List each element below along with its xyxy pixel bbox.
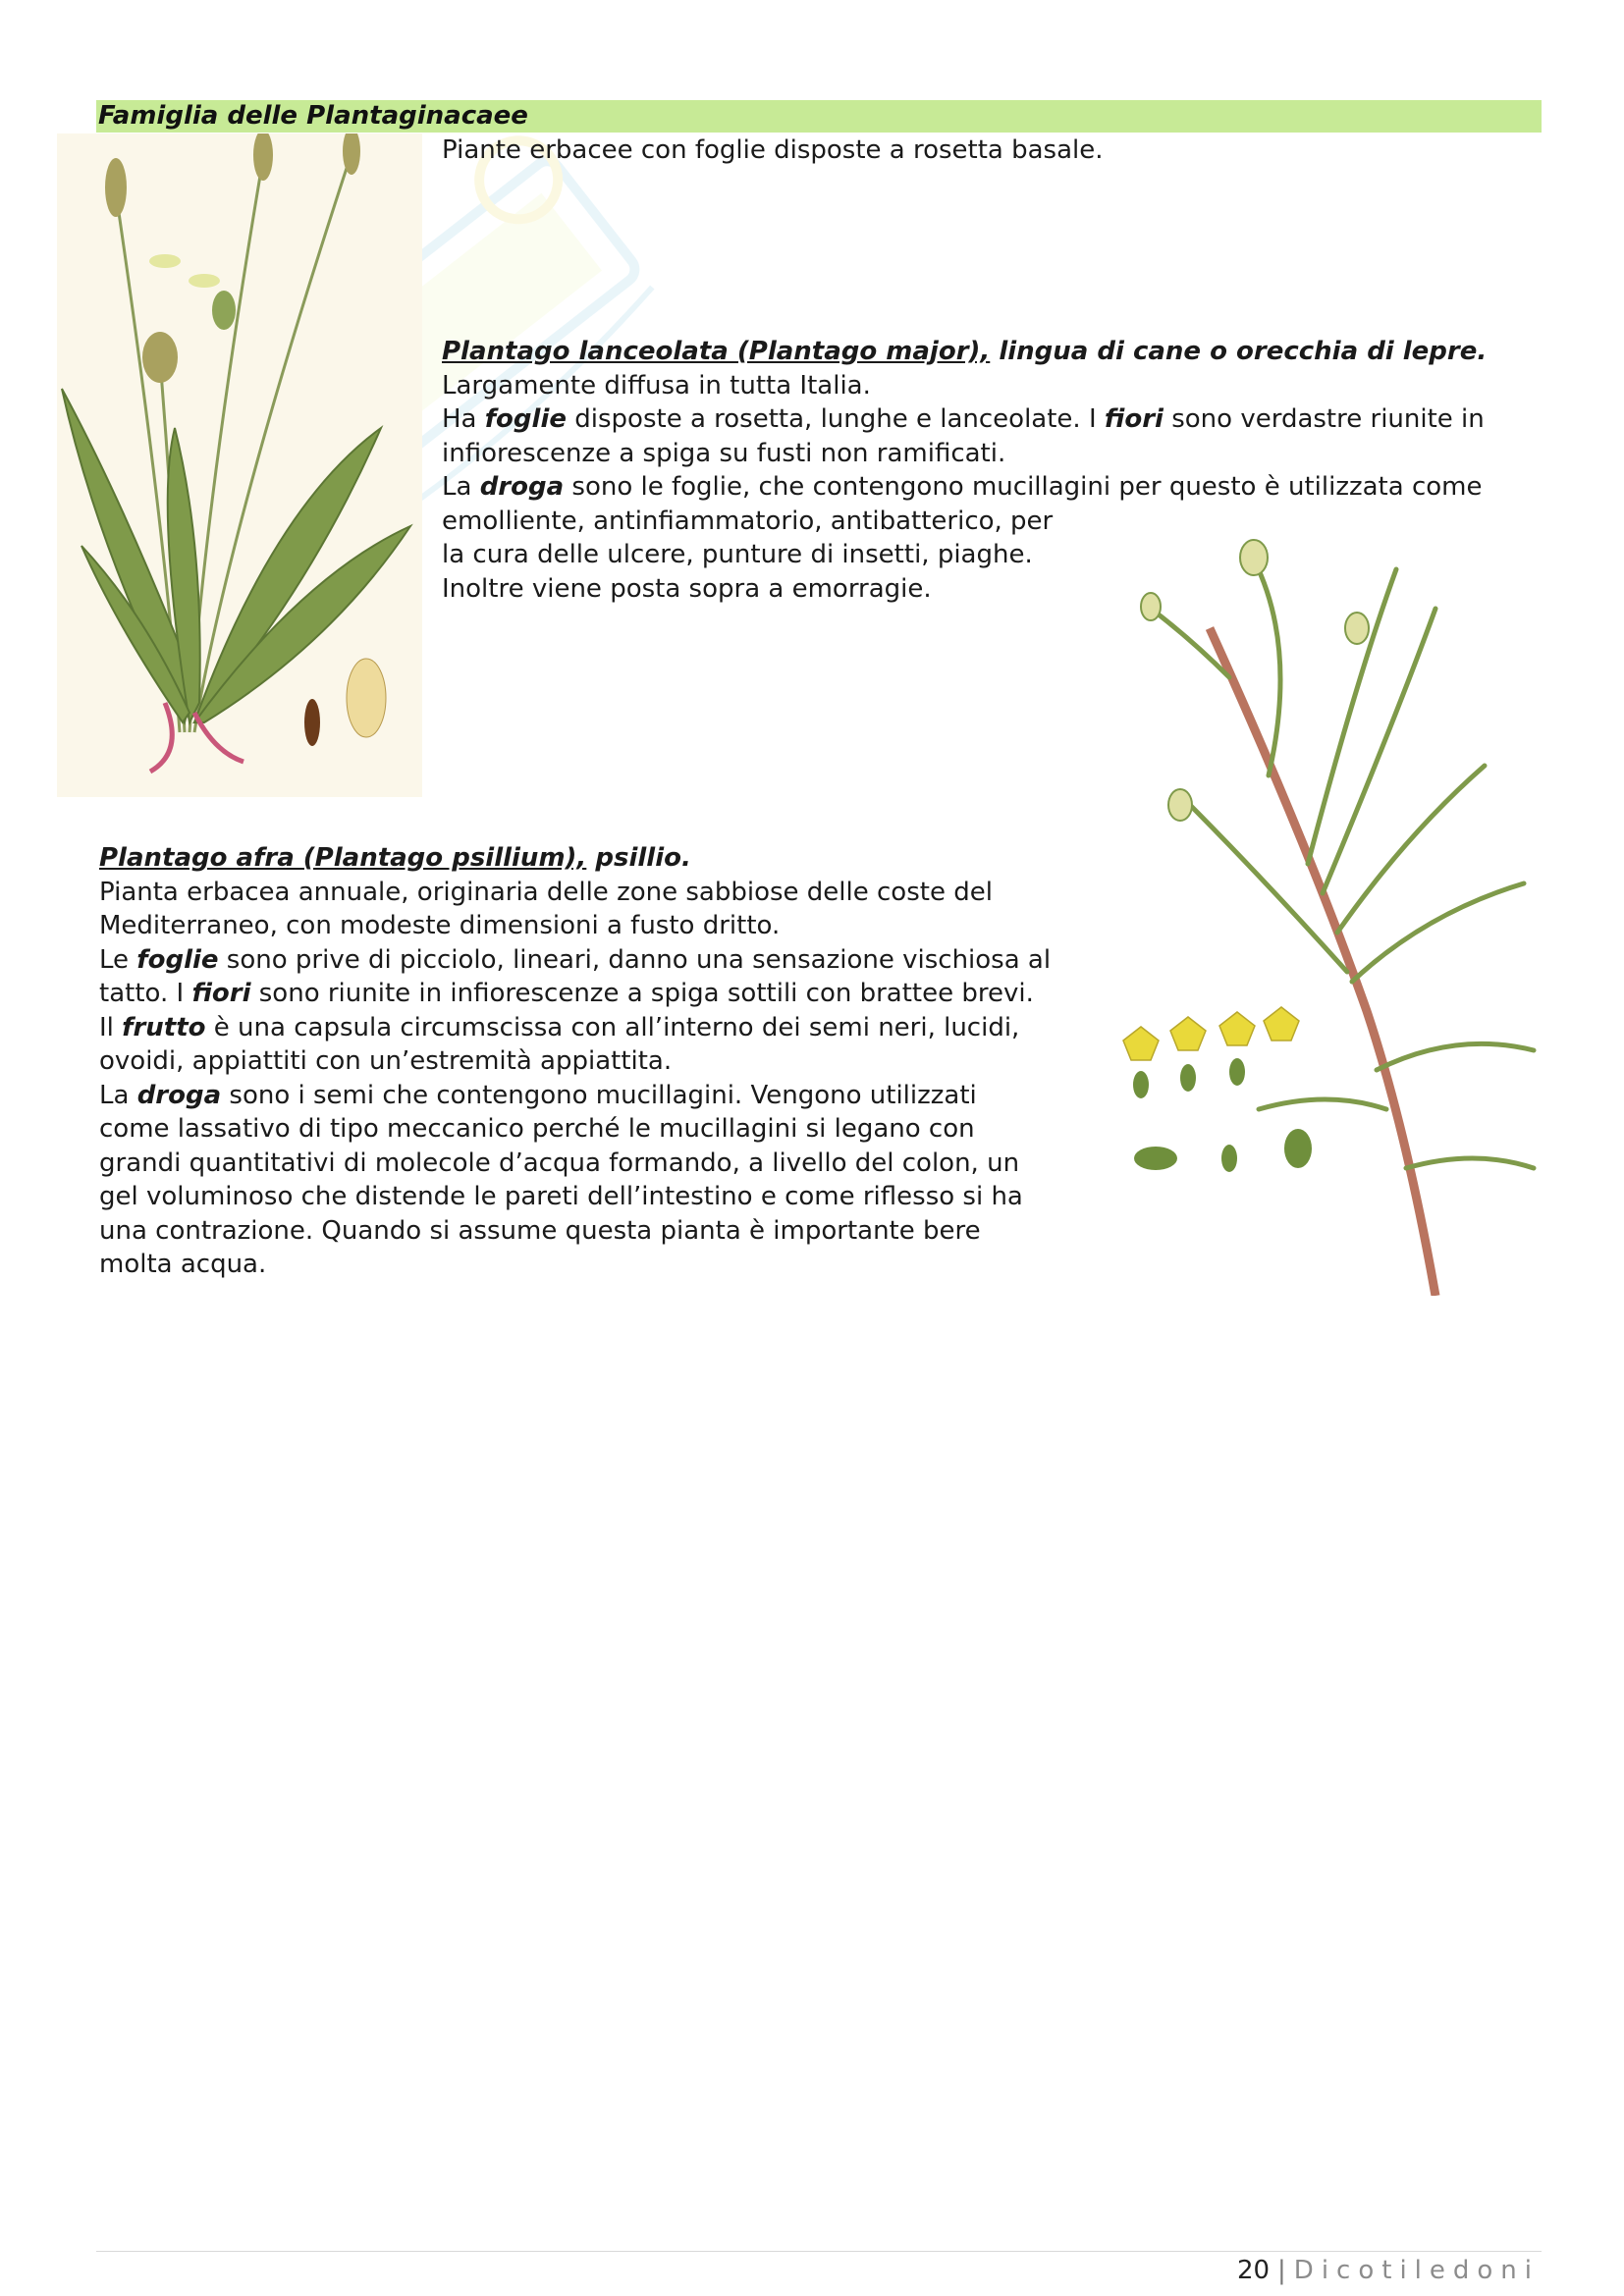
keyword-frutto: frutto (122, 1012, 206, 1042)
species2-block (99, 841, 1091, 1282)
species1-common-name: lingua di cane o orecchia di lepre. (990, 337, 1488, 366)
species2-line: gel voluminoso che distende le pareti dell’intestino e come riflesso si ha (99, 1182, 1023, 1211)
species1-line: emolliente, antinfiammatorio, antibatterico, per (442, 506, 1054, 536)
text-run: Il (99, 1012, 123, 1042)
species2-line: Mediterraneo, con modeste dimensioni a fusto dritto. (99, 911, 781, 940)
text-run: sono riunite in infiorescenze a spiga sottili con brattee brevi. (250, 979, 1034, 1008)
plantago-lanceolata-illustration (57, 133, 422, 797)
species1-name: Plantago lanceolata (Plantago major), (442, 337, 991, 366)
species2-line: come lassativo di tipo meccanico perché le mucillagini si legano con (99, 1114, 975, 1144)
species2-line: Pianta erbacea annuale, originaria delle zone sabbiose delle coste del (99, 877, 993, 907)
species1-heading (442, 335, 1532, 369)
plantago-afra-illustration (1111, 520, 1543, 1296)
species2-line (99, 1079, 1091, 1113)
footer-section-name: Dicotiledoni (1293, 2256, 1540, 2285)
text-run: Ha (442, 404, 485, 434)
species2-name: Plantago afra (Plantago psillium), (99, 843, 587, 873)
footer-separator: | (1277, 2256, 1286, 2285)
keyword-fiori: fiori (1104, 404, 1164, 434)
text-run: è una capsula circumscissa con all’interno dei semi neri, lucidi, (205, 1012, 1020, 1042)
intro-line: Piante erbacee con foglie disposte a rosetta basale. (442, 135, 1104, 165)
text-run: Le (99, 944, 137, 975)
species2-heading (99, 841, 1091, 876)
species2-line: ovoidi, appiattiti con un’estremità appiattita. (99, 1046, 673, 1076)
species1-line (442, 470, 1532, 505)
text-run: sono prive di picciolo, lineari, danno una sensazione vischiosa al (218, 944, 1052, 975)
species1-line: Inoltre viene posta sopra a emorragie. (442, 573, 932, 604)
species1-line: la cura delle ulcere, punture di insetti, piaghe. (442, 540, 1033, 569)
intro-paragraph (442, 133, 1532, 168)
keyword-foglie: foglie (136, 944, 219, 975)
page-footer (1237, 2254, 1540, 2287)
species2-line (99, 943, 1091, 978)
species2-line: grandi quantitativi di molecole d’acqua formando, a livello del colon, un (99, 1148, 1020, 1178)
species2-line (99, 977, 1091, 1011)
text-run: sono le foglie, che contengono mucillagini per questo è utilizzata come (564, 472, 1483, 502)
keyword-droga: droga (136, 1080, 222, 1110)
text-run: sono i semi che contengono mucillagini. Vengono utilizzati (221, 1080, 977, 1110)
keyword-foglie: foglie (484, 404, 567, 434)
text-run: tatto. I (99, 979, 192, 1008)
footer-divider (96, 2251, 1542, 2252)
text-run: sono verdastre riunite in (1163, 404, 1485, 434)
text-run: La (442, 472, 480, 502)
species2-line (99, 1011, 1091, 1045)
species2-line: molta acqua. (99, 1250, 267, 1279)
text-run: disposte a rosetta, lunghe e lanceolate. I (567, 404, 1105, 434)
species1-line (442, 402, 1532, 437)
text-run: La (99, 1080, 137, 1110)
page-number: 20 (1236, 2256, 1271, 2285)
species1-line: Largamente diffusa in tutta Italia. (442, 370, 871, 400)
section-title: Famiglia delle Plantaginacaee (98, 101, 528, 131)
species2-common-name: psillio. (586, 843, 691, 873)
species1-line: infiorescenze a spiga su fusti non ramificati. (442, 438, 1006, 468)
keyword-fiori: fiori (191, 979, 251, 1008)
species2-line: una contrazione. Quando si assume questa pianta è importante bere (99, 1215, 981, 1246)
keyword-droga: droga (479, 472, 565, 502)
